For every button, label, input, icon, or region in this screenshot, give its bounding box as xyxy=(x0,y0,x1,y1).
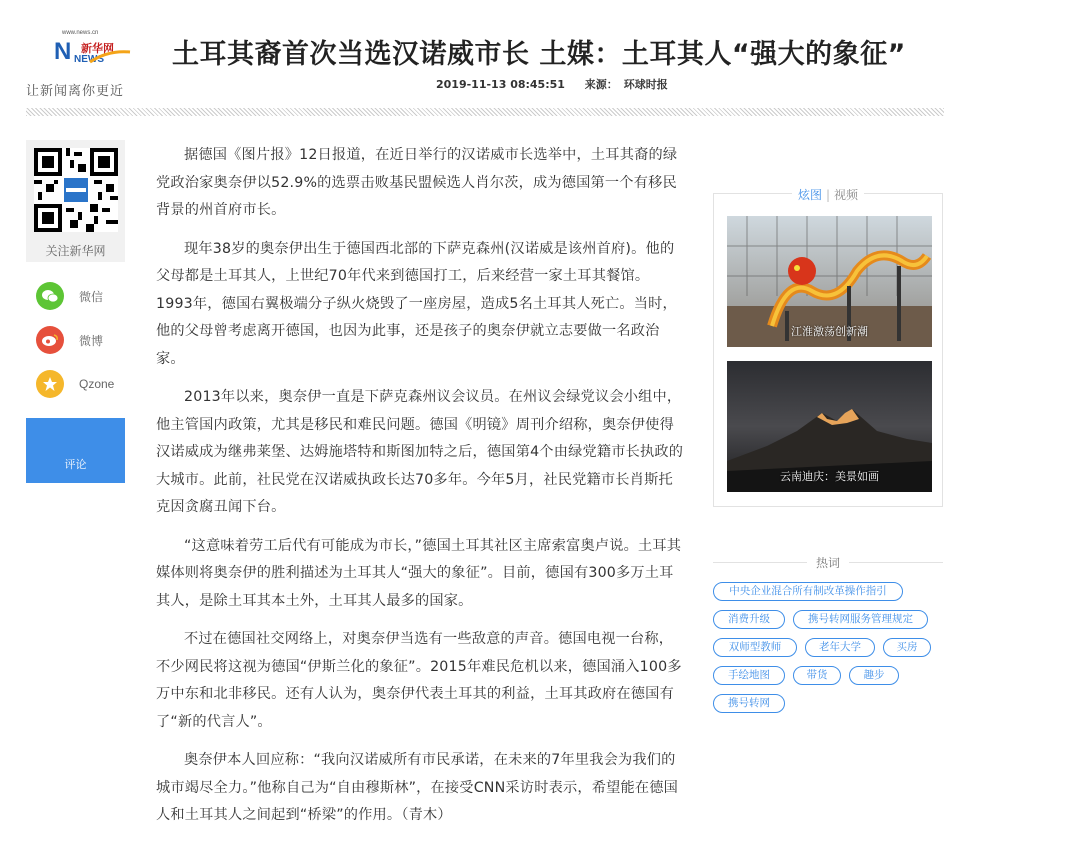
article-source-label: 来源： xyxy=(584,78,618,91)
article-meta xyxy=(436,76,684,92)
qzone-icon xyxy=(36,370,64,398)
article-datetime: 2019-11-13 08:45:51 xyxy=(436,78,565,91)
logo-n-letter: N xyxy=(54,38,71,65)
hot-tag[interactable]: 携号转网服务管理规定 xyxy=(793,610,928,629)
media-box xyxy=(713,188,943,507)
logo-slogan: 让新闻离你更近 xyxy=(26,84,125,99)
qr-code-box xyxy=(26,140,125,262)
hot-tag[interactable]: 消费升级 xyxy=(713,610,785,629)
hot-tag[interactable]: 双师型教师 xyxy=(713,638,797,657)
logo-brand-cn: 新华网 xyxy=(81,42,114,55)
article-title: 土耳其裔首次当选汉诺威市长 土媒：土耳其人“强大的象征” xyxy=(172,39,906,70)
media-photo[interactable] xyxy=(727,361,932,492)
logo-url: www.news.cn xyxy=(62,30,99,36)
article-paragraph: 不过在德国社交网络上，对奥奈伊当选有一些敌意的声音。德国电视一台称，不少网民将这视为德国“伊斯兰化的象征”。2015年难民危机以来，德国涌入100多万中东和北非移民。还有人认为，奥奈伊代表土耳其的利益，土耳其政府在德国有了“新的代言人”。 xyxy=(156,631,682,730)
hot-tag[interactable]: 手绘地图 xyxy=(713,666,785,685)
hot-tag[interactable]: 买房 xyxy=(883,638,931,657)
photo-caption: 云南迪庆：美景如画 xyxy=(780,470,879,483)
hot-tag[interactable]: 带货 xyxy=(793,666,841,685)
article-paragraph: “这意味着劳工后代有可能成为市长，”德国土耳其社区主席索富奥卢说。土耳其媒体则将奥奈伊的胜利描述为土耳其人“强大的象征”。目前，德国有300多万土耳其人，是除土耳其本土外，土耳其人最多的国家。 xyxy=(156,537,682,609)
article-source: 环球时报 xyxy=(623,78,668,91)
tab-videos[interactable]: 视频 xyxy=(834,188,859,202)
hot-tag[interactable]: 中央企业混合所有制改革操作指引 xyxy=(713,582,903,601)
logo-swoosh-icon xyxy=(88,48,132,64)
photo-caption: 江淮激荡创新潮 xyxy=(791,325,868,338)
weibo-icon xyxy=(36,326,64,354)
hot-words-title: 热词 xyxy=(807,554,849,571)
hot-tag[interactable]: 趣步 xyxy=(849,666,899,685)
comment-button[interactable]: 评论 xyxy=(26,418,125,483)
header-divider xyxy=(26,108,944,116)
media-tabs: 炫图 | 视频 xyxy=(714,186,942,202)
article-paragraph: 现年38岁的奥奈伊出生于德国西北部的下萨克森州(汉诺威是该州首府)。他的父母都是土耳其人，上世纪70年代来到德国打工，后来经营一家土耳其餐馆。1993年，德国右翼极端分子纵火烧毁了一座房屋，造成5名土耳其人死亡。当时，他的父母曾考虑离开德国，也因为此事，还是孩子的奥奈伊就立志要做一名政治家。 xyxy=(156,240,677,367)
share-weibo-label: 微博 xyxy=(79,333,104,348)
site-logo[interactable] xyxy=(26,28,136,98)
hot-tag[interactable]: 携号转网 xyxy=(713,694,785,713)
article-paragraph: 据德国《图片报》12日报道，在近日举行的汉诺威市长选举中，土耳其裔的绿党政治家奥奈伊以52.9%的选票击败基民盟候选人肖尔茨，成为德国第一个有移民背景的州首府市长。 xyxy=(156,147,678,218)
article-paragraph: 奥奈伊本人回应称：“我向汉诺威所有市民承诺，在未来的7年里我会为我们的城市竭尽全力。”他称自己为“自由穆斯林”，在接受CNN采访时表示，希望能在德国人和土耳其人之间起到“桥梁”的作用。（青木） xyxy=(156,752,679,823)
share-wechat-label: 微信 xyxy=(79,289,104,304)
logo-brand-en: NEWS xyxy=(74,54,104,65)
wechat-icon xyxy=(36,282,64,310)
share-weibo[interactable] xyxy=(36,326,136,354)
hot-tag[interactable]: 老年大学 xyxy=(805,638,875,657)
qr-code-icon xyxy=(34,148,118,232)
qr-label: 关注新华网 xyxy=(45,244,106,258)
article-body xyxy=(156,142,686,841)
share-wechat[interactable] xyxy=(36,282,136,310)
share-qzone[interactable] xyxy=(36,370,136,398)
media-photo[interactable] xyxy=(727,216,932,347)
tab-photos[interactable]: 炫图 xyxy=(797,188,822,202)
article-paragraph: 2013年以来，奥奈伊一直是下萨克森州议会议员。在州议会绿党议会小组中，他主管国内政策，尤其是移民和难民问题。德国《明镜》周刊介绍称，奥奈伊使得汉诺威成为继弗莱堡、达姆施塔特和斯图加特之后，德国第4个由绿党籍市长执政的大城市。此前，社民党在汉诺威执政长达70多年。今年5月，社民党籍市长肖斯托克因贪腐丑闻下台。 xyxy=(156,389,684,515)
share-qzone-label: Qzone xyxy=(79,377,115,391)
